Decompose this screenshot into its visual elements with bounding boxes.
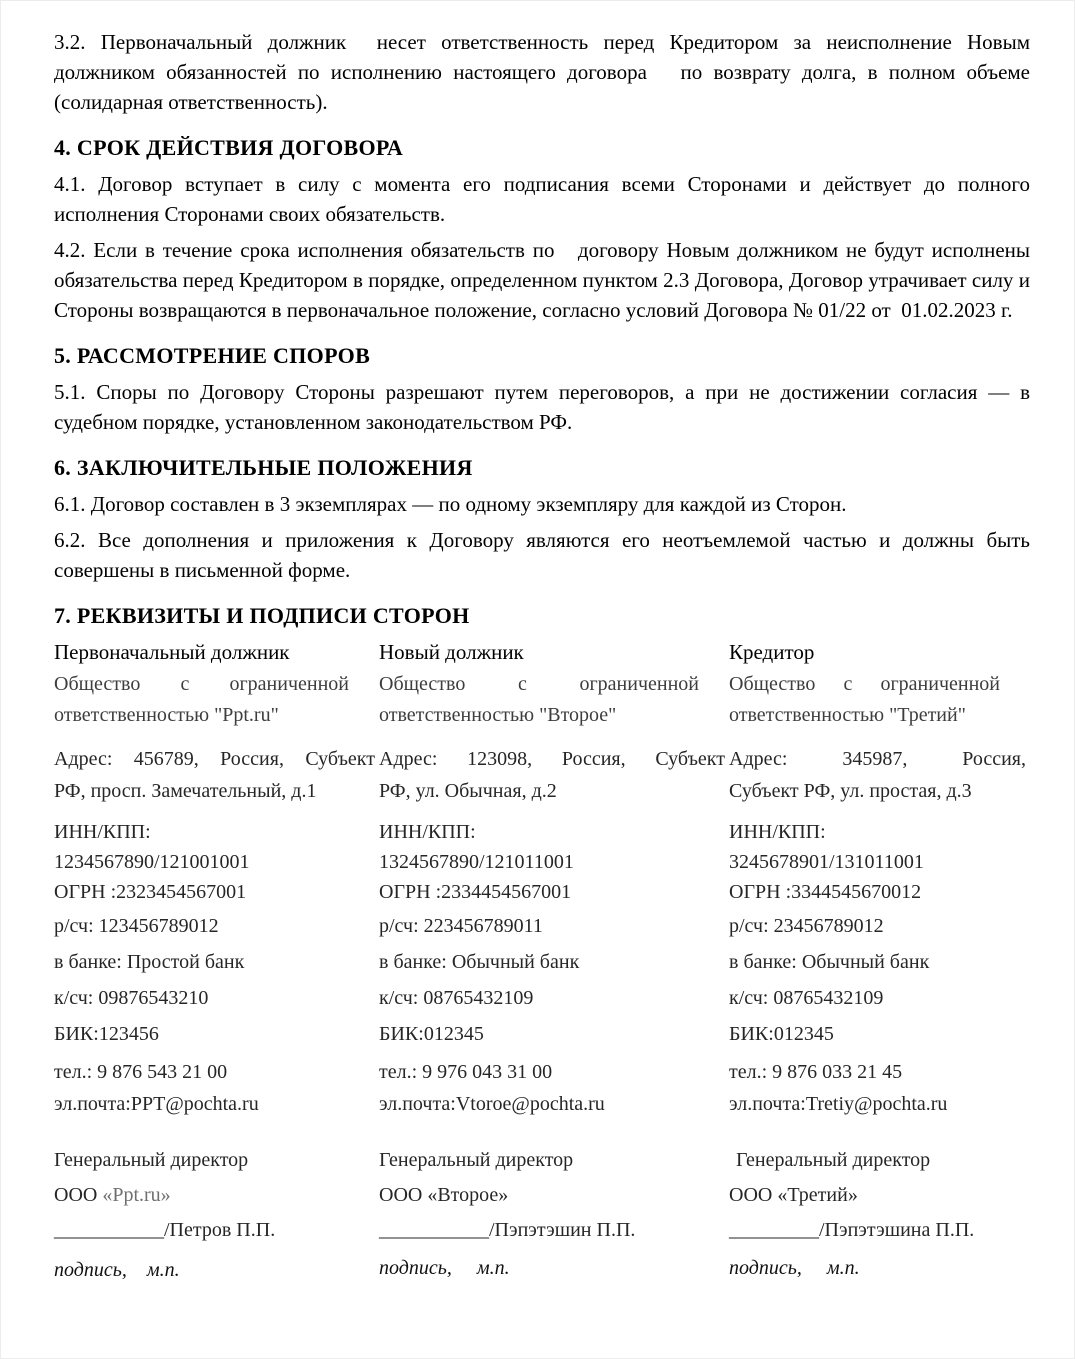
company-short-name: «Третий» <box>777 1184 858 1206</box>
party-email: эл.почта:PPT@pochta.ru <box>54 1093 259 1115</box>
section-heading-5: 5. РАССМОТРЕНИЕ СПОРОВ <box>54 343 371 368</box>
party-bik: БИК:123456 <box>54 1023 159 1045</box>
section-heading-7: 7. РЕКВИЗИТЫ И ПОДПИСИ СТОРОН <box>54 603 470 628</box>
clause-4-1: 4.1. Договор вступает в силу с момента его подписания всеми Сторонами и действует до полного исполнения Сторонами своих обязательств. <box>54 172 1036 226</box>
party-address-line: РФ, ул. Обычная, д.2 <box>379 780 557 802</box>
section-heading-6: 6. ЗАКЛЮЧИТЕЛЬНЫЕ ПОЛОЖЕНИЯ <box>54 455 473 480</box>
company-short-prefix: ООО <box>379 1184 428 1206</box>
party-inn-kpp-label: ИНН/КПП: <box>379 821 476 843</box>
party-company-name: Общество с ограниченной ответственностью "Третий" <box>729 673 1000 726</box>
party-director-title: Генеральный директор <box>54 1149 249 1171</box>
party-company-name: Общество с ограниченной ответственностью "Ppt.ru" <box>54 673 349 726</box>
party-signature-line <box>729 1215 1030 1245</box>
company-short-name: «Второе» <box>427 1184 509 1206</box>
party-director-title: Генеральный директор <box>379 1149 574 1171</box>
party-corr-account: к/сч: 09876543210 <box>54 987 209 1009</box>
party-settlement-account: р/сч: 23456789012 <box>729 915 884 937</box>
party-signature-line <box>379 1215 729 1245</box>
party-address-line: Адрес: 456789, Россия, Субъект <box>54 748 375 770</box>
party-signature-line <box>54 1215 379 1245</box>
party-phone: тел.: 9 976 043 31 00 <box>379 1061 553 1083</box>
party-address-line: РФ, просп. Замечательный, д.1 <box>54 780 317 802</box>
party-director-title: Генеральный директор <box>736 1149 931 1171</box>
party-address-line: Адрес: 345987, Россия, <box>729 748 1026 770</box>
signature-blank: ___________ <box>379 1219 489 1241</box>
party-company-short <box>729 1180 1030 1210</box>
party-address <box>379 743 729 807</box>
party-bank: в банке: Простой банк <box>54 951 245 973</box>
party-role: Первоначальный должник <box>54 640 290 664</box>
party-phone: тел.: 9 876 033 21 45 <box>729 1061 903 1083</box>
section-heading-4: 4. СРОК ДЕЙСТВИЯ ДОГОВОРА <box>54 135 404 160</box>
party-phone: тел.: 9 876 543 21 00 <box>54 1061 228 1083</box>
party-new-debtor <box>379 637 729 1285</box>
party-bank: в банке: Обычный банк <box>379 951 580 973</box>
party-inn-kpp-value: 3245678901/131011001 <box>729 851 924 873</box>
party-corr-account: к/сч: 08765432109 <box>379 987 534 1009</box>
party-ogrn: ОГРН :3344545670012 <box>729 881 922 903</box>
party-signature-caption: подпись, м.п. <box>379 1257 510 1279</box>
party-bank: в банке: Обычный банк <box>729 951 930 973</box>
clause-4-2: 4.2. Если в течение срока исполнения обязательств по договору Новым должником не будут исполнены обязательства перед Кредитором в порядке, определенном пунктом 2.3 Договора, Договор утрачивает силу и Стороны возвращаются в первоначальное положение, согласно условий Договора № 01/22 от 01.02.2023 г. <box>54 238 1036 322</box>
signature-blank: ___________ <box>54 1219 164 1241</box>
party-email: эл.почта:Vtoroe@pochta.ru <box>379 1093 605 1115</box>
clause-6-2: 6.2. Все дополнения и приложения к Договору являются его неотъемлемой частью и должны быть совершены в письменной форме. <box>54 528 1036 582</box>
party-company-short <box>54 1180 379 1210</box>
party-role: Новый должник <box>379 640 524 664</box>
party-address-line: Адрес: 123098, Россия, Субъект <box>379 748 725 770</box>
party-settlement-account: р/сч: 223456789011 <box>379 915 543 937</box>
party-ogrn: ОГРН :2323454567001 <box>54 881 247 903</box>
party-inn-kpp-value: 1324567890/121011001 <box>379 851 574 873</box>
party-settlement-account: р/сч: 123456789012 <box>54 915 219 937</box>
party-address <box>729 743 1030 807</box>
party-signature-caption: подпись, м.п. <box>729 1257 860 1279</box>
company-short-prefix: ООО <box>54 1184 103 1206</box>
signature-name: /Пэпэтэшин П.П. <box>489 1219 636 1241</box>
signature-blank: _________ <box>729 1219 819 1241</box>
party-company-name: Общество с ограниченной ответственностью "Второе" <box>379 673 699 726</box>
party-signature-caption: подпись, м.п. <box>54 1259 180 1281</box>
signature-name: /Пэпэтэшина П.П. <box>819 1219 975 1241</box>
party-original-debtor <box>54 637 379 1285</box>
clause-3-2: 3.2. Первоначальный должник несет ответственность перед Кредитором за неисполнение Новым должником обязанностей по исполнению настоящего договора по возврату долга, в полном объеме (солидарная ответственность). <box>54 30 1036 114</box>
clause-6-1: 6.1. Договор составлен в 3 экземплярах — по одному экземпляру для каждой из Сторон. <box>54 492 847 516</box>
party-inn-kpp-label: ИНН/КПП: <box>54 821 151 843</box>
party-address <box>54 743 379 807</box>
company-short-prefix: ООО <box>729 1184 778 1206</box>
clause-5-1: 5.1. Споры по Договору Стороны разрешают путем переговоров, а при не достижении согласия — в судебном порядке, установленном законодательством РФ. <box>54 380 1036 434</box>
party-company-short <box>379 1180 729 1210</box>
party-inn-kpp-label: ИНН/КПП: <box>729 821 826 843</box>
party-role: Кредитор <box>729 640 815 664</box>
party-ogrn: ОГРН :2334454567001 <box>379 881 572 903</box>
party-corr-account: к/сч: 08765432109 <box>729 987 884 1009</box>
signature-name: /Петров П.П. <box>164 1219 276 1241</box>
party-bik: БИК:012345 <box>729 1023 834 1045</box>
party-address-line: Субъект РФ, ул. простая, д.3 <box>729 780 972 802</box>
party-bik: БИК:012345 <box>379 1023 484 1045</box>
party-email: эл.почта:Tretiy@pochta.ru <box>729 1093 948 1115</box>
requisites-columns <box>54 637 1030 1285</box>
company-short-name: «Ppt.ru» <box>102 1184 171 1206</box>
party-inn-kpp-value: 1234567890/121001001 <box>54 851 250 873</box>
party-creditor <box>729 637 1030 1285</box>
